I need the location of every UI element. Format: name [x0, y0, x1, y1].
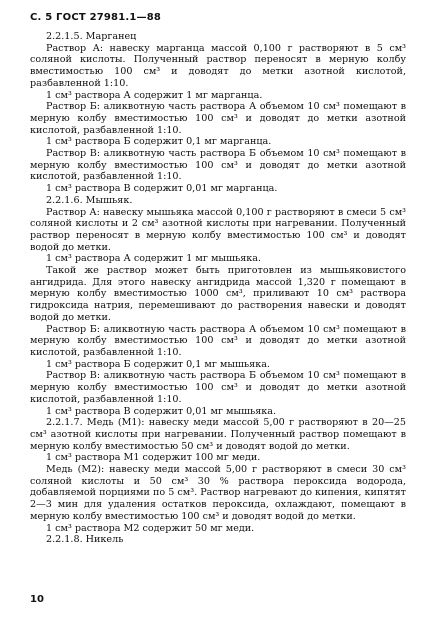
section-heading-arsenic: 2.2.1.6. Мышьяк. [46, 194, 133, 206]
page-number: 10 [30, 594, 44, 605]
paragraph: 1 см³ раствора А содержит 1 мг мышьяка. [46, 253, 262, 265]
paragraph: 1 см³ раствора В содержит 0,01 мг мышьяка. [46, 405, 277, 417]
paragraph: Медь (М2): навеску меди массой 5,00 г растворяют в смеси 30 см³ соляной кислоты и 50 см³ 30 % раствора пероксида водорода, добавляемой порциями по 5 см³. Раствор нагревают до кипения, кипятят 2—3 мин для удаления остатков пероксида, охлаждают, помещают в мерную колбу вместимостью 100 см³ и доводят водой до метки. [30, 464, 406, 522]
paragraph: 1 см³ раствора М1 содержит 100 мг меди. [46, 452, 261, 464]
paragraph: 1 см³ раствора М2 содержит 50 мг меди. [46, 522, 255, 534]
page-header: С. 5 ГОСТ 27981.1—88 [30, 12, 162, 23]
paragraph: Раствор В: аликвотную часть раствора Б объемом 10 см³ помещают в мерную колбу вместимостью 100 см³ и доводят до метки азотной кислотой, разбавленной 1:10. [30, 370, 406, 405]
paragraph: 1 см³ раствора А содержит 1 мг марганца. [46, 89, 263, 101]
section-heading-nickel: 2.2.1.8. Никель [46, 534, 124, 546]
section-heading-copper: 2.2.1.7. Медь (М1): навеску меди массой 5,00 г растворяют в 20—25 см³ азотной кислоты при нагревании. Полученный раствор помещают в мерную колбу вместимостью 50 см³ и доводят водой до метки. [30, 417, 406, 452]
paragraph: Раствор А: навеску мышьяка массой 0,100 г растворяют в смеси 5 см³ соляной кислоты и 2 см³ азотной кислоты при нагревании. Полученный раствор переносят в мерную колбу вместимостью 100 см³ и доводят водой до метки. [30, 206, 406, 253]
paragraph: Раствор В: аликвотную часть раствора Б объемом 10 см³ помещают в мерную колбу вместимостью 100 см³ и доводят до метки азотной кислотой, разбавленной 1:10. [30, 148, 406, 183]
document-body [30, 31, 406, 546]
paragraph: Раствор Б: аликвотную часть раствора А объемом 10 см³ помещают в мерную колбу вместимостью 100 см³ и доводят до метки азотной кислотой, разбавленной 1:10. [30, 101, 406, 136]
paragraph: 1 см³ раствора Б содержит 0,1 мг марганца. [46, 136, 272, 148]
paragraph: Раствор А: навеску марганца массой 0,100 г растворяют в 5 см³ соляной кислоты. Полученный раствор переносят в мерную колбу вместимостью 100 см³ и доводят до метки азотной кислотой, разбавленной 1:10. [30, 42, 406, 89]
section-heading-manganese: 2.2.1.5. Марганец [46, 31, 137, 42]
paragraph: Раствор Б: аликвотную часть раствора А объемом 10 см³ помещают в мерную колбу вместимостью 100 см³ и доводят до метки азотной кислотой, разбавленной 1:10. [30, 323, 406, 358]
paragraph: 1 см³ раствора Б содержит 0,1 мг мышьяка. [46, 358, 270, 370]
paragraph: 1 см³ раствора В содержит 0,01 мг марганца. [46, 183, 278, 195]
paragraph: Такой же раствор может быть приготовлен из мышьяковистого ангидрида. Для этого навеску ангидрида массой 1,320 г помещают в мерную колбу вместимостью 1000 см³, приливают 10 см³ раствора гидроксида натрия, перемешивают до растворения навески и доводят водой до метки. [30, 265, 406, 323]
